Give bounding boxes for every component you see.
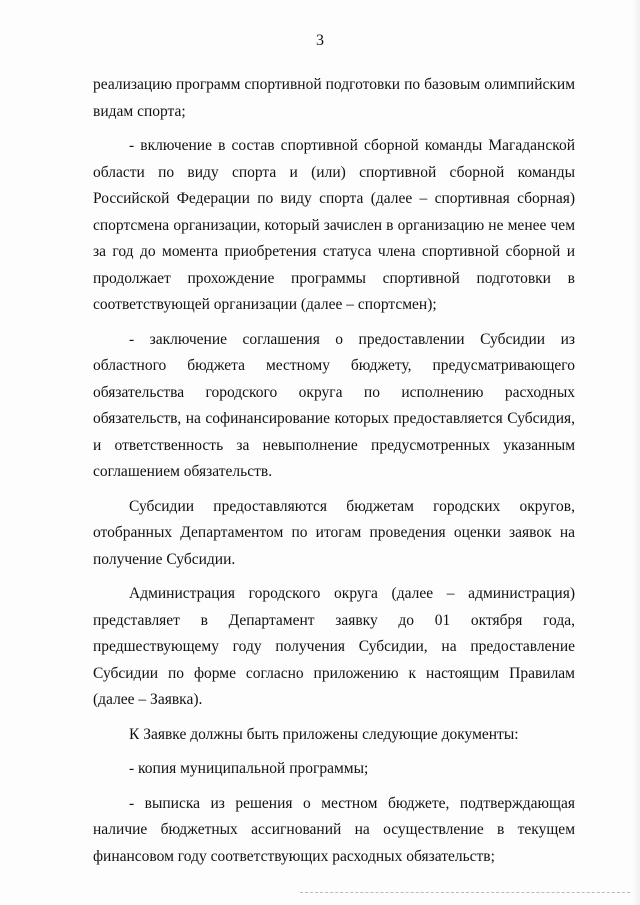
paragraph-6: К Заявке должны быть приложены следующие документы:: [129, 725, 519, 743]
paragraph-2: - включение в состав спортивной сборной команды Магаданской области по виду спорта и (или) спортивной сборной команды Российской Федерации по виду спорта (далее – спортивная сборная) спортсмена организации, который зачислен в организацию не менее чем за год до момента приобретения статуса члена спортивной сборной и продолжает прохождение программы спортивной подготовки в соответствующей организации (далее – спортсмен);: [93, 137, 575, 313]
scan-artifact: [300, 892, 630, 895]
document-body: [93, 72, 575, 870]
paragraph-1: реализацию программ спортивной подготовки по базовым олимпийским видам спорта;: [93, 76, 575, 120]
paragraph-5: Администрация городского округа (далее – администрация) представляет в Департамент заявку до 01 октября года, предшествующему году получения Субсидии, на предоставление Субсидии по форме согласно приложению к настоящим Правилам (далее – Заявка).: [93, 585, 575, 708]
paragraph-7: - копия муниципальной программы;: [129, 760, 369, 777]
page-number: 3: [316, 32, 324, 49]
paragraph-4: Субсидии предоставляются бюджетам городских округов, отобранных Департаментом по итогам проведения оценки заявок на получение Субсидии.: [93, 497, 575, 568]
paragraph-3: - заключение соглашения о предоставлении Субсидии из областного бюджета местному бюджету, предусматривающего обязательства городского округа по исполнению расходных обязательств, на софинансирование которых предоставляется Субсидия, и ответственность за невыполнение предусмотренных указанным соглашением обязательств.: [93, 330, 575, 480]
scan-edge-shadow: [632, 0, 640, 905]
paragraph-8: - выписка из решения о местном бюджете, подтверждающая наличие бюджетных ассигнований на осуществление в текущем финансовом году соответствующих расходных обязательств;: [93, 794, 575, 865]
